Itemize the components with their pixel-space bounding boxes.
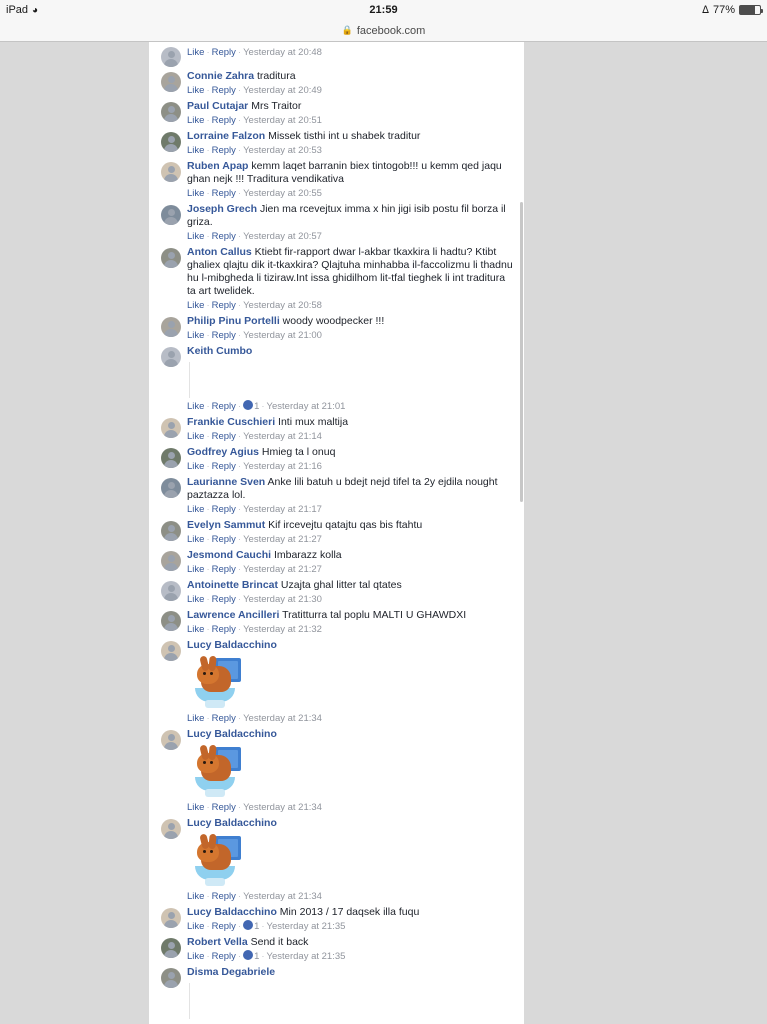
like-reaction-icon[interactable] xyxy=(243,950,253,960)
comment-text xyxy=(187,203,514,229)
comment-text xyxy=(187,728,514,741)
comment-actions xyxy=(187,230,514,243)
comment-actions xyxy=(187,563,514,576)
like-button[interactable]: Like xyxy=(187,401,205,412)
action-separator: · xyxy=(206,300,210,311)
comment-body xyxy=(187,70,518,97)
comment-body xyxy=(187,203,518,243)
like-button[interactable]: Like xyxy=(187,594,205,605)
avatar[interactable] xyxy=(161,132,181,152)
comment-text xyxy=(187,100,514,113)
comment-body xyxy=(187,609,518,636)
like-button[interactable]: Like xyxy=(187,921,205,932)
wifi-icon: ◕ xyxy=(32,4,39,16)
reply-button[interactable]: Reply xyxy=(211,47,236,58)
comment-item xyxy=(155,67,518,97)
avatar[interactable] xyxy=(161,611,181,631)
comment-text xyxy=(187,549,514,562)
comment-item xyxy=(155,814,518,903)
comment-item xyxy=(155,903,518,933)
comment-author-link[interactable]: Robert Vella xyxy=(187,936,248,948)
action-separator: · xyxy=(206,891,210,902)
action-separator: · xyxy=(206,47,210,58)
comment-body xyxy=(187,246,518,312)
action-separator: · xyxy=(206,534,210,545)
comment-author-link[interactable]: Godfrey Agius xyxy=(187,446,259,458)
avatar[interactable] xyxy=(161,72,181,92)
comment-list xyxy=(149,42,524,1021)
action-separator: · xyxy=(237,713,242,724)
comment-item xyxy=(155,606,518,636)
reply-button[interactable]: Reply xyxy=(211,401,236,412)
comment-text xyxy=(187,416,514,429)
comment-message: Send it back xyxy=(247,936,309,948)
reply-button[interactable]: Reply xyxy=(211,624,236,635)
comment-attachment-placeholder[interactable] xyxy=(189,362,514,398)
status-bar-right xyxy=(702,0,761,20)
comment-item xyxy=(155,725,518,814)
avatar[interactable] xyxy=(161,581,181,601)
avatar[interactable] xyxy=(161,641,181,661)
reply-button[interactable]: Reply xyxy=(211,145,236,156)
comment-message: Mrs Traitor xyxy=(248,100,302,112)
comment-actions xyxy=(187,329,514,342)
comment-actions xyxy=(187,712,514,725)
avatar[interactable] xyxy=(161,448,181,468)
action-separator: · xyxy=(237,564,242,575)
reply-button[interactable]: Reply xyxy=(211,921,236,932)
comment-text xyxy=(187,446,514,459)
action-separator: · xyxy=(206,624,210,635)
action-separator: · xyxy=(206,145,210,156)
comment-item xyxy=(155,200,518,243)
comment-text xyxy=(187,817,514,830)
comment-item xyxy=(155,97,518,127)
comment-timestamp[interactable]: Yesterday at 20:49 xyxy=(243,85,322,96)
action-separator: · xyxy=(206,713,210,724)
like-count[interactable]: 1 xyxy=(254,921,260,932)
comment-body xyxy=(187,416,518,443)
reply-button[interactable]: Reply xyxy=(211,461,236,472)
avatar[interactable] xyxy=(161,730,181,750)
comment-body xyxy=(187,100,518,127)
avatar[interactable] xyxy=(161,248,181,268)
action-separator: · xyxy=(237,47,242,58)
comment-text xyxy=(187,609,514,622)
like-button[interactable]: Like xyxy=(187,231,205,242)
comment-text xyxy=(187,476,514,502)
comment-timestamp[interactable]: Yesterday at 21:16 xyxy=(243,461,322,472)
comment-body xyxy=(187,160,518,200)
action-separator: · xyxy=(237,951,242,962)
comment-text xyxy=(187,936,514,949)
comment-message: Inti mux maltija xyxy=(275,416,349,428)
battery-percent-label: 77% xyxy=(712,4,735,16)
comment-body xyxy=(187,966,518,1021)
like-button[interactable]: Like xyxy=(187,624,205,635)
comment-author-link[interactable]: Lucy Baldacchino xyxy=(187,639,277,651)
comment-body xyxy=(187,446,518,473)
action-separator: · xyxy=(237,534,242,545)
action-separator: · xyxy=(206,115,210,126)
sticker-image[interactable] xyxy=(195,834,255,888)
like-button[interactable]: Like xyxy=(187,802,205,813)
comment-timestamp[interactable]: Yesterday at 21:00 xyxy=(243,330,322,341)
action-separator: · xyxy=(237,401,242,412)
avatar[interactable] xyxy=(161,347,181,367)
comment-item xyxy=(155,413,518,443)
comment-item xyxy=(155,127,518,157)
action-separator: · xyxy=(237,504,242,515)
comment-item xyxy=(155,443,518,473)
comment-text xyxy=(187,70,514,83)
like-button[interactable]: Like xyxy=(187,534,205,545)
like-button[interactable]: Like xyxy=(187,47,205,58)
comment-message: Hmieg ta l onuq xyxy=(258,446,336,458)
comment-message: Min 2013 / 17 daqsek illa fuqu xyxy=(276,906,420,918)
comment-text xyxy=(187,160,514,186)
comment-author-link[interactable]: Lucy Baldacchino xyxy=(187,728,277,740)
action-separator: · xyxy=(237,594,242,605)
scrollbar[interactable] xyxy=(520,202,523,502)
like-button[interactable]: Like xyxy=(187,431,205,442)
avatar[interactable] xyxy=(161,521,181,541)
comment-timestamp[interactable]: Yesterday at 21:14 xyxy=(243,431,322,442)
avatar[interactable] xyxy=(161,819,181,839)
reply-button[interactable]: Reply xyxy=(211,891,236,902)
like-button[interactable]: Like xyxy=(187,300,205,311)
comment-timestamp[interactable]: Yesterday at 21:35 xyxy=(266,951,346,962)
comment-author-link[interactable]: Laurianne Sven xyxy=(187,476,266,488)
comment-message: Uzajta ghal litter tal qtates xyxy=(278,579,402,591)
reply-button[interactable]: Reply xyxy=(211,330,236,341)
comment-actions xyxy=(187,400,514,413)
web-page-canvas xyxy=(0,42,767,1024)
like-button[interactable]: Like xyxy=(187,564,205,575)
ios-status-bar xyxy=(0,0,767,20)
comment-author-link[interactable]: Lucy Baldacchino xyxy=(187,906,277,918)
comment-item xyxy=(155,933,518,963)
reply-button[interactable]: Reply xyxy=(211,231,236,242)
lock-icon: 🔒 xyxy=(341,25,353,35)
avatar[interactable] xyxy=(161,418,181,438)
bluetooth-icon: ᐃ xyxy=(702,4,709,16)
comment-actions xyxy=(187,533,514,546)
comment-thread-column xyxy=(149,42,524,1024)
action-separator: · xyxy=(237,188,242,199)
comment-timestamp[interactable]: Yesterday at 20:53 xyxy=(243,145,322,156)
action-separator: · xyxy=(206,188,210,199)
reply-button[interactable]: Reply xyxy=(211,85,236,96)
comment-item xyxy=(155,636,518,725)
comment-message: kemm laqet barranin biex tintogob!!! u kemm qed jaqu ghan nejk !!! Traditura vendikativa xyxy=(187,160,502,185)
reply-button[interactable]: Reply xyxy=(211,951,236,962)
action-separator: · xyxy=(206,330,210,341)
comment-message: Jien ma rcevejtux imma x hin jigi isib postu fil borza il griza. xyxy=(187,203,506,228)
comment-timestamp[interactable]: Yesterday at 20:55 xyxy=(243,188,322,199)
reply-button[interactable]: Reply xyxy=(211,188,236,199)
comment-item xyxy=(155,546,518,576)
comment-author-link[interactable]: Frankie Cuschieri xyxy=(187,416,276,428)
browser-address-bar[interactable] xyxy=(0,20,767,42)
comment-author-link[interactable]: Paul Cutajar xyxy=(187,100,249,112)
comment-timestamp[interactable]: Yesterday at 21:01 xyxy=(266,401,346,412)
comment-timestamp[interactable]: Yesterday at 20:58 xyxy=(243,300,322,311)
action-separator: · xyxy=(237,300,242,311)
avatar[interactable] xyxy=(161,478,181,498)
comment-timestamp[interactable]: Yesterday at 20:51 xyxy=(243,115,322,126)
like-button[interactable]: Like xyxy=(187,951,205,962)
action-separator: · xyxy=(261,951,265,962)
action-separator: · xyxy=(206,461,210,472)
like-reaction-icon[interactable] xyxy=(243,920,253,930)
comment-actions xyxy=(187,623,514,636)
action-separator: · xyxy=(237,145,242,156)
action-separator: · xyxy=(206,921,210,932)
comment-message: Imbarazz kolla xyxy=(271,549,342,561)
reply-button[interactable]: Reply xyxy=(211,564,236,575)
comment-attachment-placeholder[interactable] xyxy=(189,983,514,1019)
comment-timestamp[interactable]: Yesterday at 21:35 xyxy=(266,921,346,932)
comment-timestamp[interactable]: Yesterday at 21:34 xyxy=(243,891,322,902)
sticker-image[interactable] xyxy=(195,745,255,799)
comment-body xyxy=(187,345,518,413)
comment-timestamp[interactable]: Yesterday at 20:57 xyxy=(243,231,322,242)
comment-timestamp[interactable]: Yesterday at 20:48 xyxy=(243,47,322,58)
action-separator: · xyxy=(237,921,242,932)
reply-button[interactable]: Reply xyxy=(211,802,236,813)
comment-actions xyxy=(187,46,514,59)
action-separator: · xyxy=(261,401,265,412)
comment-actions xyxy=(187,430,514,443)
comment-body xyxy=(187,639,518,725)
comment-text xyxy=(187,966,514,979)
action-separator: · xyxy=(206,401,210,412)
action-separator: · xyxy=(206,85,210,96)
comment-body xyxy=(187,476,518,516)
battery-icon xyxy=(739,5,761,15)
action-separator: · xyxy=(206,431,210,442)
comment-author-link[interactable]: Lucy Baldacchino xyxy=(187,817,277,829)
reply-button[interactable]: Reply xyxy=(211,115,236,126)
action-separator: · xyxy=(237,231,242,242)
like-button[interactable]: Like xyxy=(187,330,205,341)
action-separator: · xyxy=(237,85,242,96)
action-separator: · xyxy=(206,564,210,575)
reply-button[interactable]: Reply xyxy=(211,504,236,515)
comment-body xyxy=(187,519,518,546)
avatar[interactable] xyxy=(161,938,181,958)
action-separator: · xyxy=(206,231,210,242)
comment-actions xyxy=(187,187,514,200)
comment-actions xyxy=(187,144,514,157)
comment-item xyxy=(155,312,518,342)
comment-timestamp[interactable]: Yesterday at 21:32 xyxy=(243,624,322,635)
comment-item xyxy=(155,516,518,546)
comment-author-link[interactable]: Philip Pinu Portelli xyxy=(187,315,280,327)
avatar[interactable] xyxy=(161,162,181,182)
comment-actions xyxy=(187,890,514,903)
comment-timestamp[interactable]: Yesterday at 21:30 xyxy=(243,594,322,605)
like-button[interactable]: Like xyxy=(187,115,205,126)
comment-actions xyxy=(187,593,514,606)
comment-text xyxy=(187,345,514,358)
comment-timestamp[interactable]: Yesterday at 21:34 xyxy=(243,802,322,813)
avatar[interactable] xyxy=(161,317,181,337)
comment-actions xyxy=(187,84,514,97)
comment-item xyxy=(155,243,518,312)
comment-text xyxy=(187,579,514,592)
reply-button[interactable]: Reply xyxy=(211,431,236,442)
comment-message: Anke lili batuh u bdejt nejd tifel ta 2y ejdila nought paztazza lol. xyxy=(187,476,498,501)
avatar[interactable] xyxy=(161,47,181,67)
action-separator: · xyxy=(206,504,210,515)
comment-text xyxy=(187,246,514,298)
status-bar-clock: 21:59 xyxy=(369,4,398,16)
comment-author-link[interactable]: Anton Callus xyxy=(187,246,252,258)
like-button[interactable]: Like xyxy=(187,461,205,472)
comment-body xyxy=(187,130,518,157)
comment-actions xyxy=(187,801,514,814)
like-button[interactable]: Like xyxy=(187,145,205,156)
comment-actions xyxy=(187,460,514,473)
comment-body xyxy=(187,579,518,606)
comment-author-link[interactable]: Joseph Grech xyxy=(187,203,258,215)
reply-button[interactable]: Reply xyxy=(211,300,236,311)
like-button[interactable]: Like xyxy=(187,504,205,515)
comment-item xyxy=(155,157,518,200)
action-separator: · xyxy=(237,330,242,341)
comment-body xyxy=(187,45,518,67)
comment-author-link[interactable]: Lorraine Falzon xyxy=(187,130,266,142)
address-bar-url[interactable]: facebook.com xyxy=(356,24,426,37)
avatar[interactable] xyxy=(161,205,181,225)
sticker-image[interactable] xyxy=(195,656,255,710)
comment-body xyxy=(187,315,518,342)
comment-author-link[interactable]: Disma Degabriele xyxy=(187,966,276,978)
comment-item xyxy=(155,42,518,67)
comment-timestamp[interactable]: Yesterday at 21:27 xyxy=(243,564,322,575)
comment-actions xyxy=(187,950,514,963)
action-separator: · xyxy=(237,431,242,442)
action-separator: · xyxy=(237,802,242,813)
comment-body xyxy=(187,936,518,963)
avatar[interactable] xyxy=(161,908,181,928)
comment-message: traditura xyxy=(254,70,296,82)
reply-button[interactable]: Reply xyxy=(211,534,236,545)
like-reaction-icon[interactable] xyxy=(243,400,253,410)
comment-timestamp[interactable]: Yesterday at 21:34 xyxy=(243,713,322,724)
comment-message: Kif ircevejtu qatajtu qas bis ftahtu xyxy=(265,519,423,531)
action-separator: · xyxy=(206,951,210,962)
avatar[interactable] xyxy=(161,551,181,571)
comment-message: Ktiebt fir-rapport dwar l-akbar tkaxkira li hadtu? Ktibt ghaliex qlajtu dik it-tkaxkira? Qlajtuha minhabba il-faccolizmu li thadnu hu l-mibgheda li tiziraw.Int issa ghidilhom lit-tfal tieghek li int traditura ta art twelidek. xyxy=(187,246,513,297)
comment-actions xyxy=(187,299,514,312)
avatar[interactable] xyxy=(161,102,181,122)
comment-message: Missek tisthi int u shabek traditur xyxy=(265,130,421,142)
comment-item xyxy=(155,963,518,1021)
action-separator: · xyxy=(206,802,210,813)
like-button[interactable]: Like xyxy=(187,188,205,199)
comment-actions xyxy=(187,503,514,516)
comment-author-link[interactable]: Antoinette Brincat xyxy=(187,579,279,591)
comment-body xyxy=(187,549,518,576)
avatar[interactable] xyxy=(161,968,181,988)
like-button[interactable]: Like xyxy=(187,713,205,724)
comment-text xyxy=(187,639,514,652)
comment-text xyxy=(187,906,514,919)
like-count[interactable]: 1 xyxy=(254,951,260,962)
action-separator: · xyxy=(237,891,242,902)
comment-item xyxy=(155,576,518,606)
comment-body xyxy=(187,728,518,814)
comment-author-link[interactable]: Lawrence Ancilleri xyxy=(187,609,280,621)
action-separator: · xyxy=(237,115,242,126)
device-label: iPad xyxy=(6,4,29,16)
action-separator: · xyxy=(206,594,210,605)
comment-item xyxy=(155,473,518,516)
comment-timestamp[interactable]: Yesterday at 21:27 xyxy=(243,534,322,545)
comment-message: Tratitturra tal poplu MALTI U GHAWDXI xyxy=(279,609,467,621)
comment-author-link[interactable]: Evelyn Sammut xyxy=(187,519,266,531)
comment-item xyxy=(155,342,518,413)
comment-author-link[interactable]: Ruben Apap xyxy=(187,160,249,172)
comment-timestamp[interactable]: Yesterday at 21:17 xyxy=(243,504,322,515)
reply-button[interactable]: Reply xyxy=(211,594,236,605)
comment-text xyxy=(187,315,514,328)
action-separator: · xyxy=(237,461,242,472)
comment-text xyxy=(187,130,514,143)
action-separator: · xyxy=(237,624,242,635)
comment-author-link[interactable]: Connie Zahra xyxy=(187,70,255,82)
comment-actions xyxy=(187,114,514,127)
comment-text xyxy=(187,519,514,532)
comment-body xyxy=(187,817,518,903)
comment-actions xyxy=(187,920,514,933)
comment-author-link[interactable]: Jesmond Cauchi xyxy=(187,549,272,561)
like-button[interactable]: Like xyxy=(187,85,205,96)
like-count[interactable]: 1 xyxy=(254,401,260,412)
like-button[interactable]: Like xyxy=(187,891,205,902)
action-separator: · xyxy=(261,921,265,932)
comment-message: woody woodpecker !!! xyxy=(279,315,385,327)
reply-button[interactable]: Reply xyxy=(211,713,236,724)
comment-author-link[interactable]: Keith Cumbo xyxy=(187,345,253,357)
comment-body xyxy=(187,906,518,933)
